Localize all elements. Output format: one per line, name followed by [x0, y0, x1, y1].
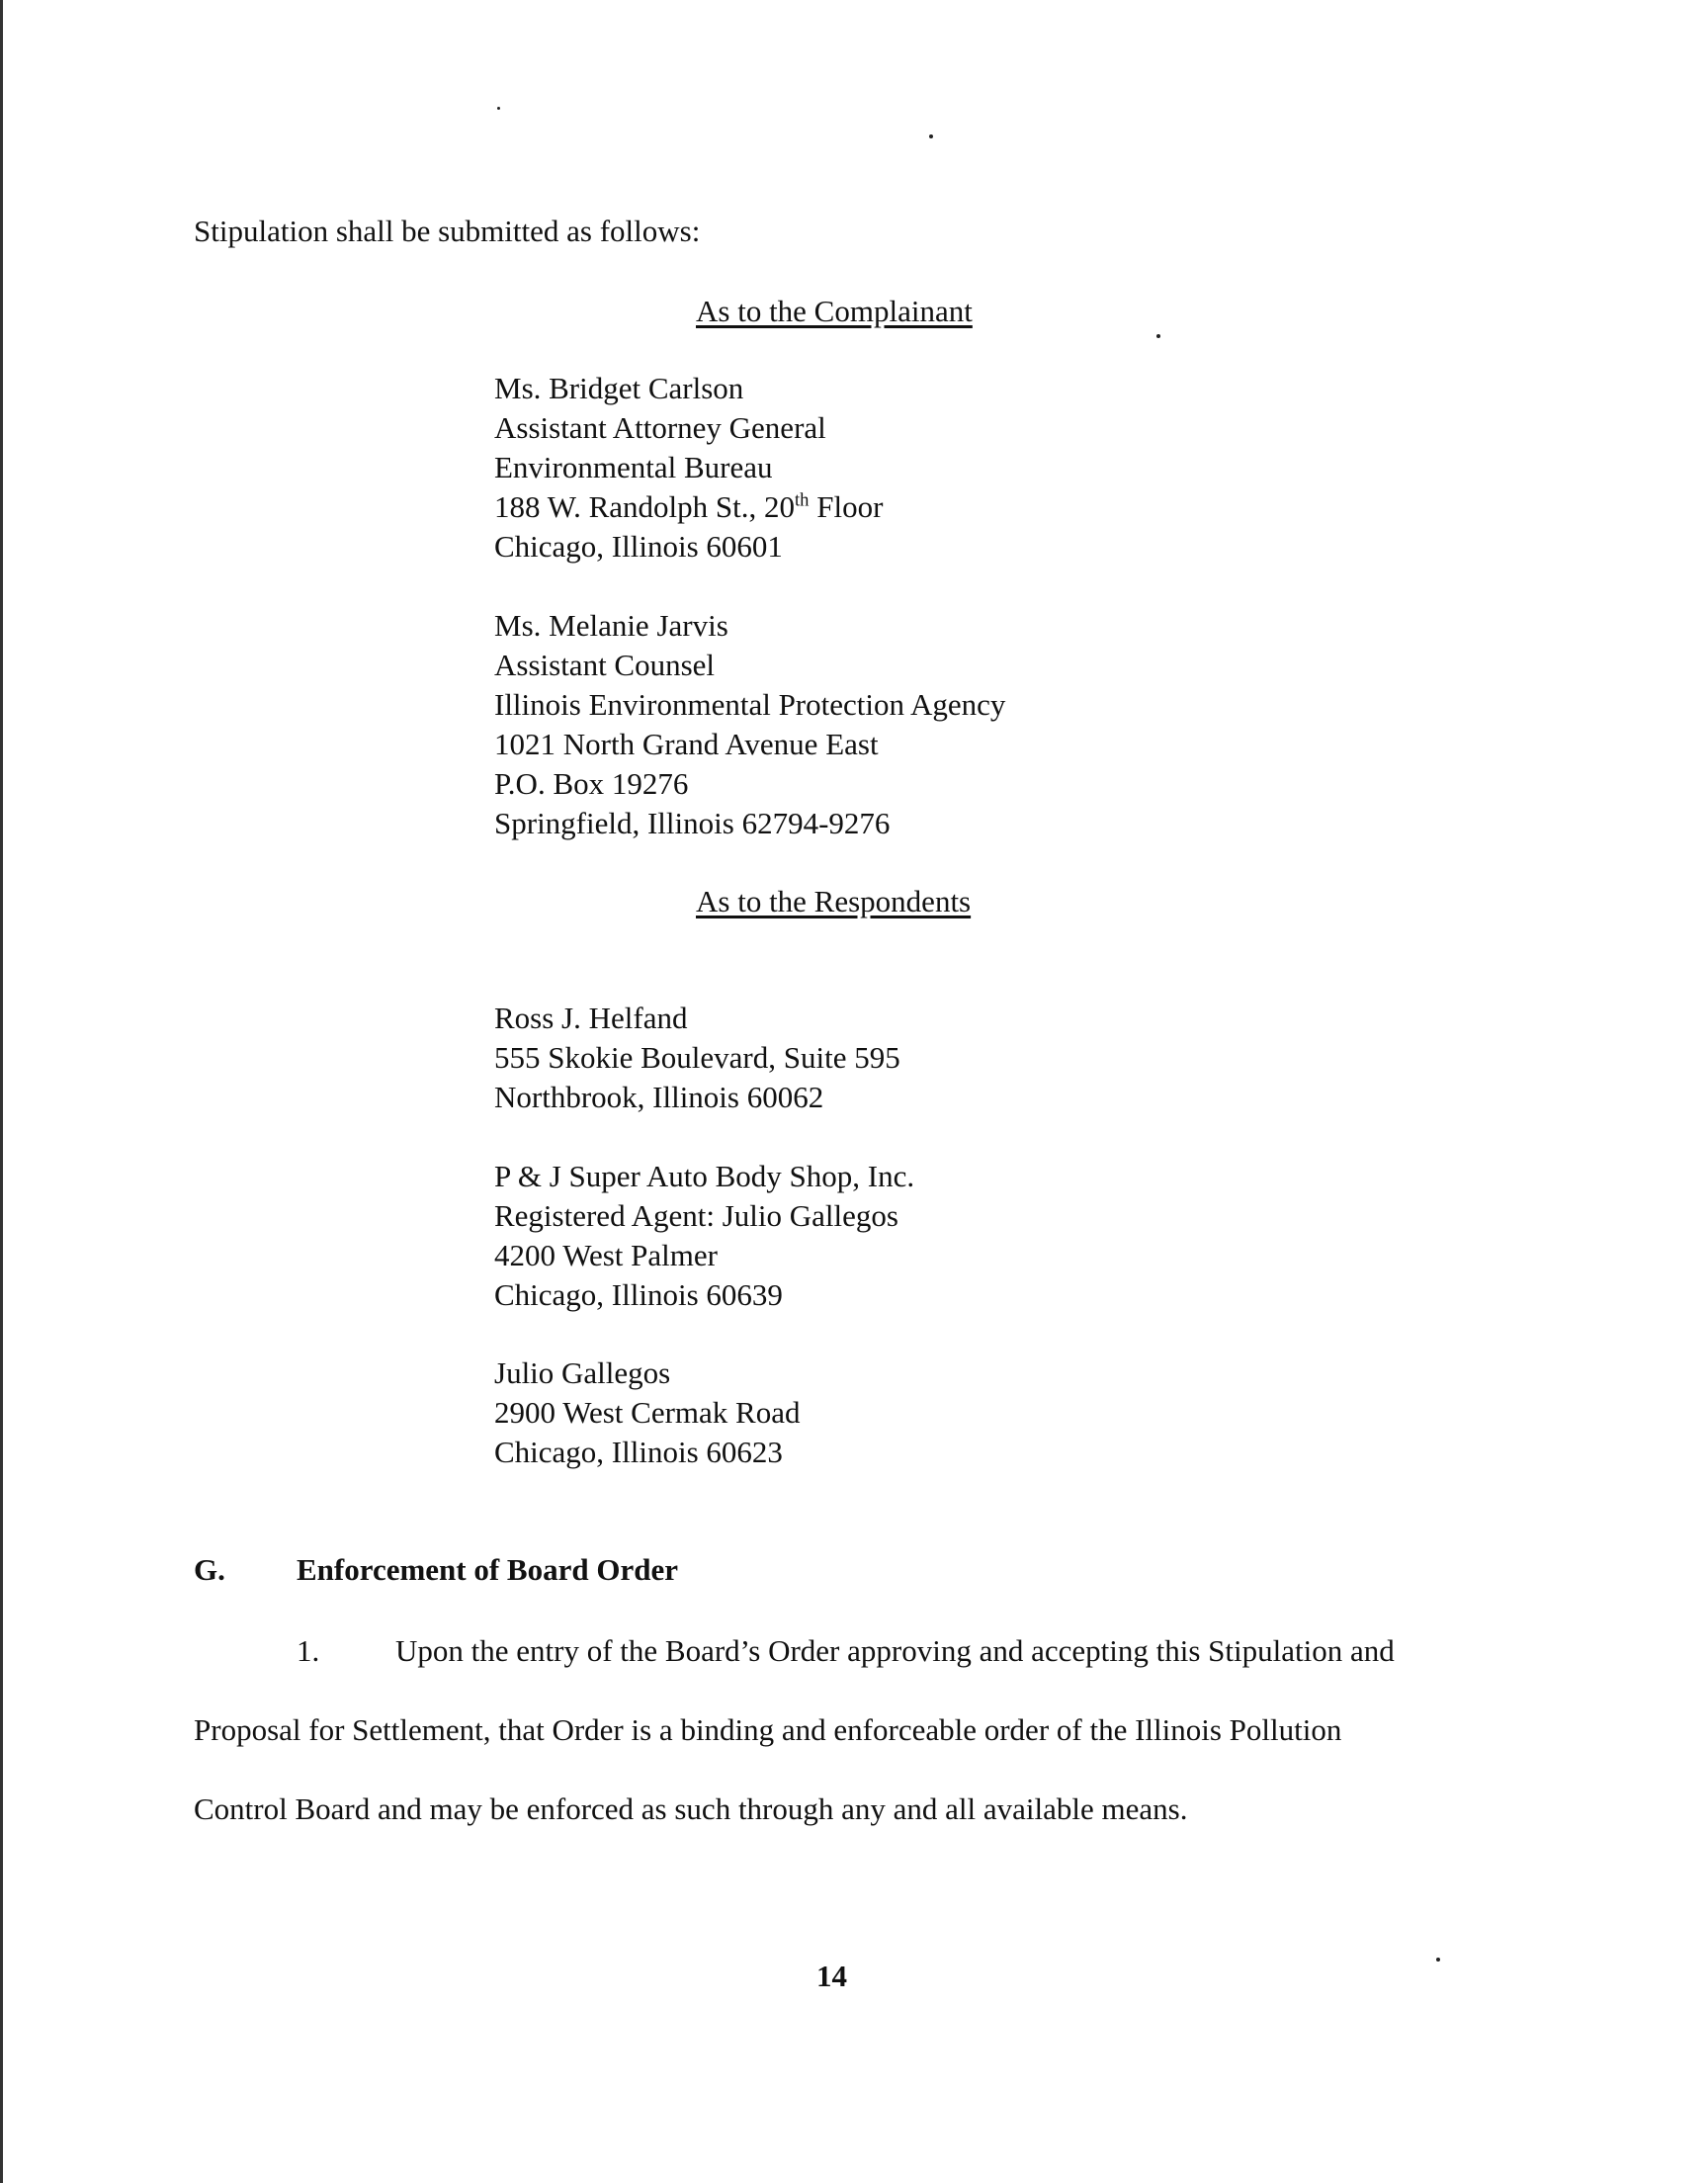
- paragraph-line: Control Board and may be enforced as such through any and all available means.: [194, 1791, 1188, 1826]
- address-line: P & J Super Auto Body Shop, Inc.: [494, 1159, 915, 1193]
- intro-text: Stipulation shall be submitted as follows:: [194, 214, 701, 248]
- respondents-heading: As to the Respondents: [696, 884, 972, 918]
- section-letter: G.: [194, 1552, 225, 1587]
- address-line: Environmental Bureau: [494, 450, 773, 484]
- address-line: Ms. Melanie Jarvis: [494, 608, 728, 643]
- scan-speck: [497, 107, 500, 110]
- address-line: Assistant Counsel: [494, 648, 716, 682]
- paragraph-line: Proposal for Settlement, that Order is a binding and enforceable order of the Illinois Pollution: [194, 1712, 1342, 1747]
- address-line: Chicago, Illinois 60639: [494, 1277, 783, 1312]
- address-line-street: 188 W. Randolph St., 20th Floor: [494, 489, 884, 524]
- paragraph-line: Upon the entry of the Board’s Order approving and accepting this Stipulation and: [395, 1633, 1395, 1668]
- address-line: Ross J. Helfand: [494, 1001, 688, 1035]
- section-title: Enforcement of Board Order: [297, 1552, 678, 1587]
- address-line: Ms. Bridget Carlson: [494, 371, 744, 405]
- address-line: Registered Agent: Julio Gallegos: [494, 1198, 898, 1233]
- address-line: Julio Gallegos: [494, 1355, 671, 1390]
- address-melanie-jarvis: [494, 606, 1005, 843]
- address-line: 1021 North Grand Avenue East: [494, 727, 879, 761]
- paragraph-number: 1.: [297, 1633, 320, 1668]
- address-line: 555 Skokie Boulevard, Suite 595: [494, 1040, 900, 1075]
- complainant-heading: As to the Complainant: [696, 294, 973, 328]
- address-line: Northbrook, Illinois 60062: [494, 1080, 824, 1114]
- address-line: Illinois Environmental Protection Agency: [494, 687, 1006, 722]
- scan-speck: [1436, 1958, 1440, 1962]
- address-line: 2900 West Cermak Road: [494, 1395, 801, 1430]
- address-line: Chicago, Illinois 60601: [494, 529, 783, 564]
- address-bridget-carlson: [494, 369, 883, 567]
- address-line: P.O. Box 19276: [494, 766, 689, 801]
- address-line: Chicago, Illinois 60623: [494, 1435, 783, 1469]
- address-line: Assistant Attorney General: [494, 410, 826, 445]
- address-pj-super-auto: [494, 1157, 914, 1315]
- address-line: 4200 West Palmer: [494, 1238, 718, 1272]
- address-julio-gallegos: [494, 1353, 800, 1472]
- scan-edge: [0, 0, 3, 2183]
- address-line: Springfield, Illinois 62794-9276: [494, 806, 891, 840]
- scan-speck: [929, 134, 933, 138]
- address-ross-helfand: [494, 999, 900, 1117]
- page-number: 14: [816, 1959, 847, 1993]
- scan-speck: [1156, 334, 1160, 338]
